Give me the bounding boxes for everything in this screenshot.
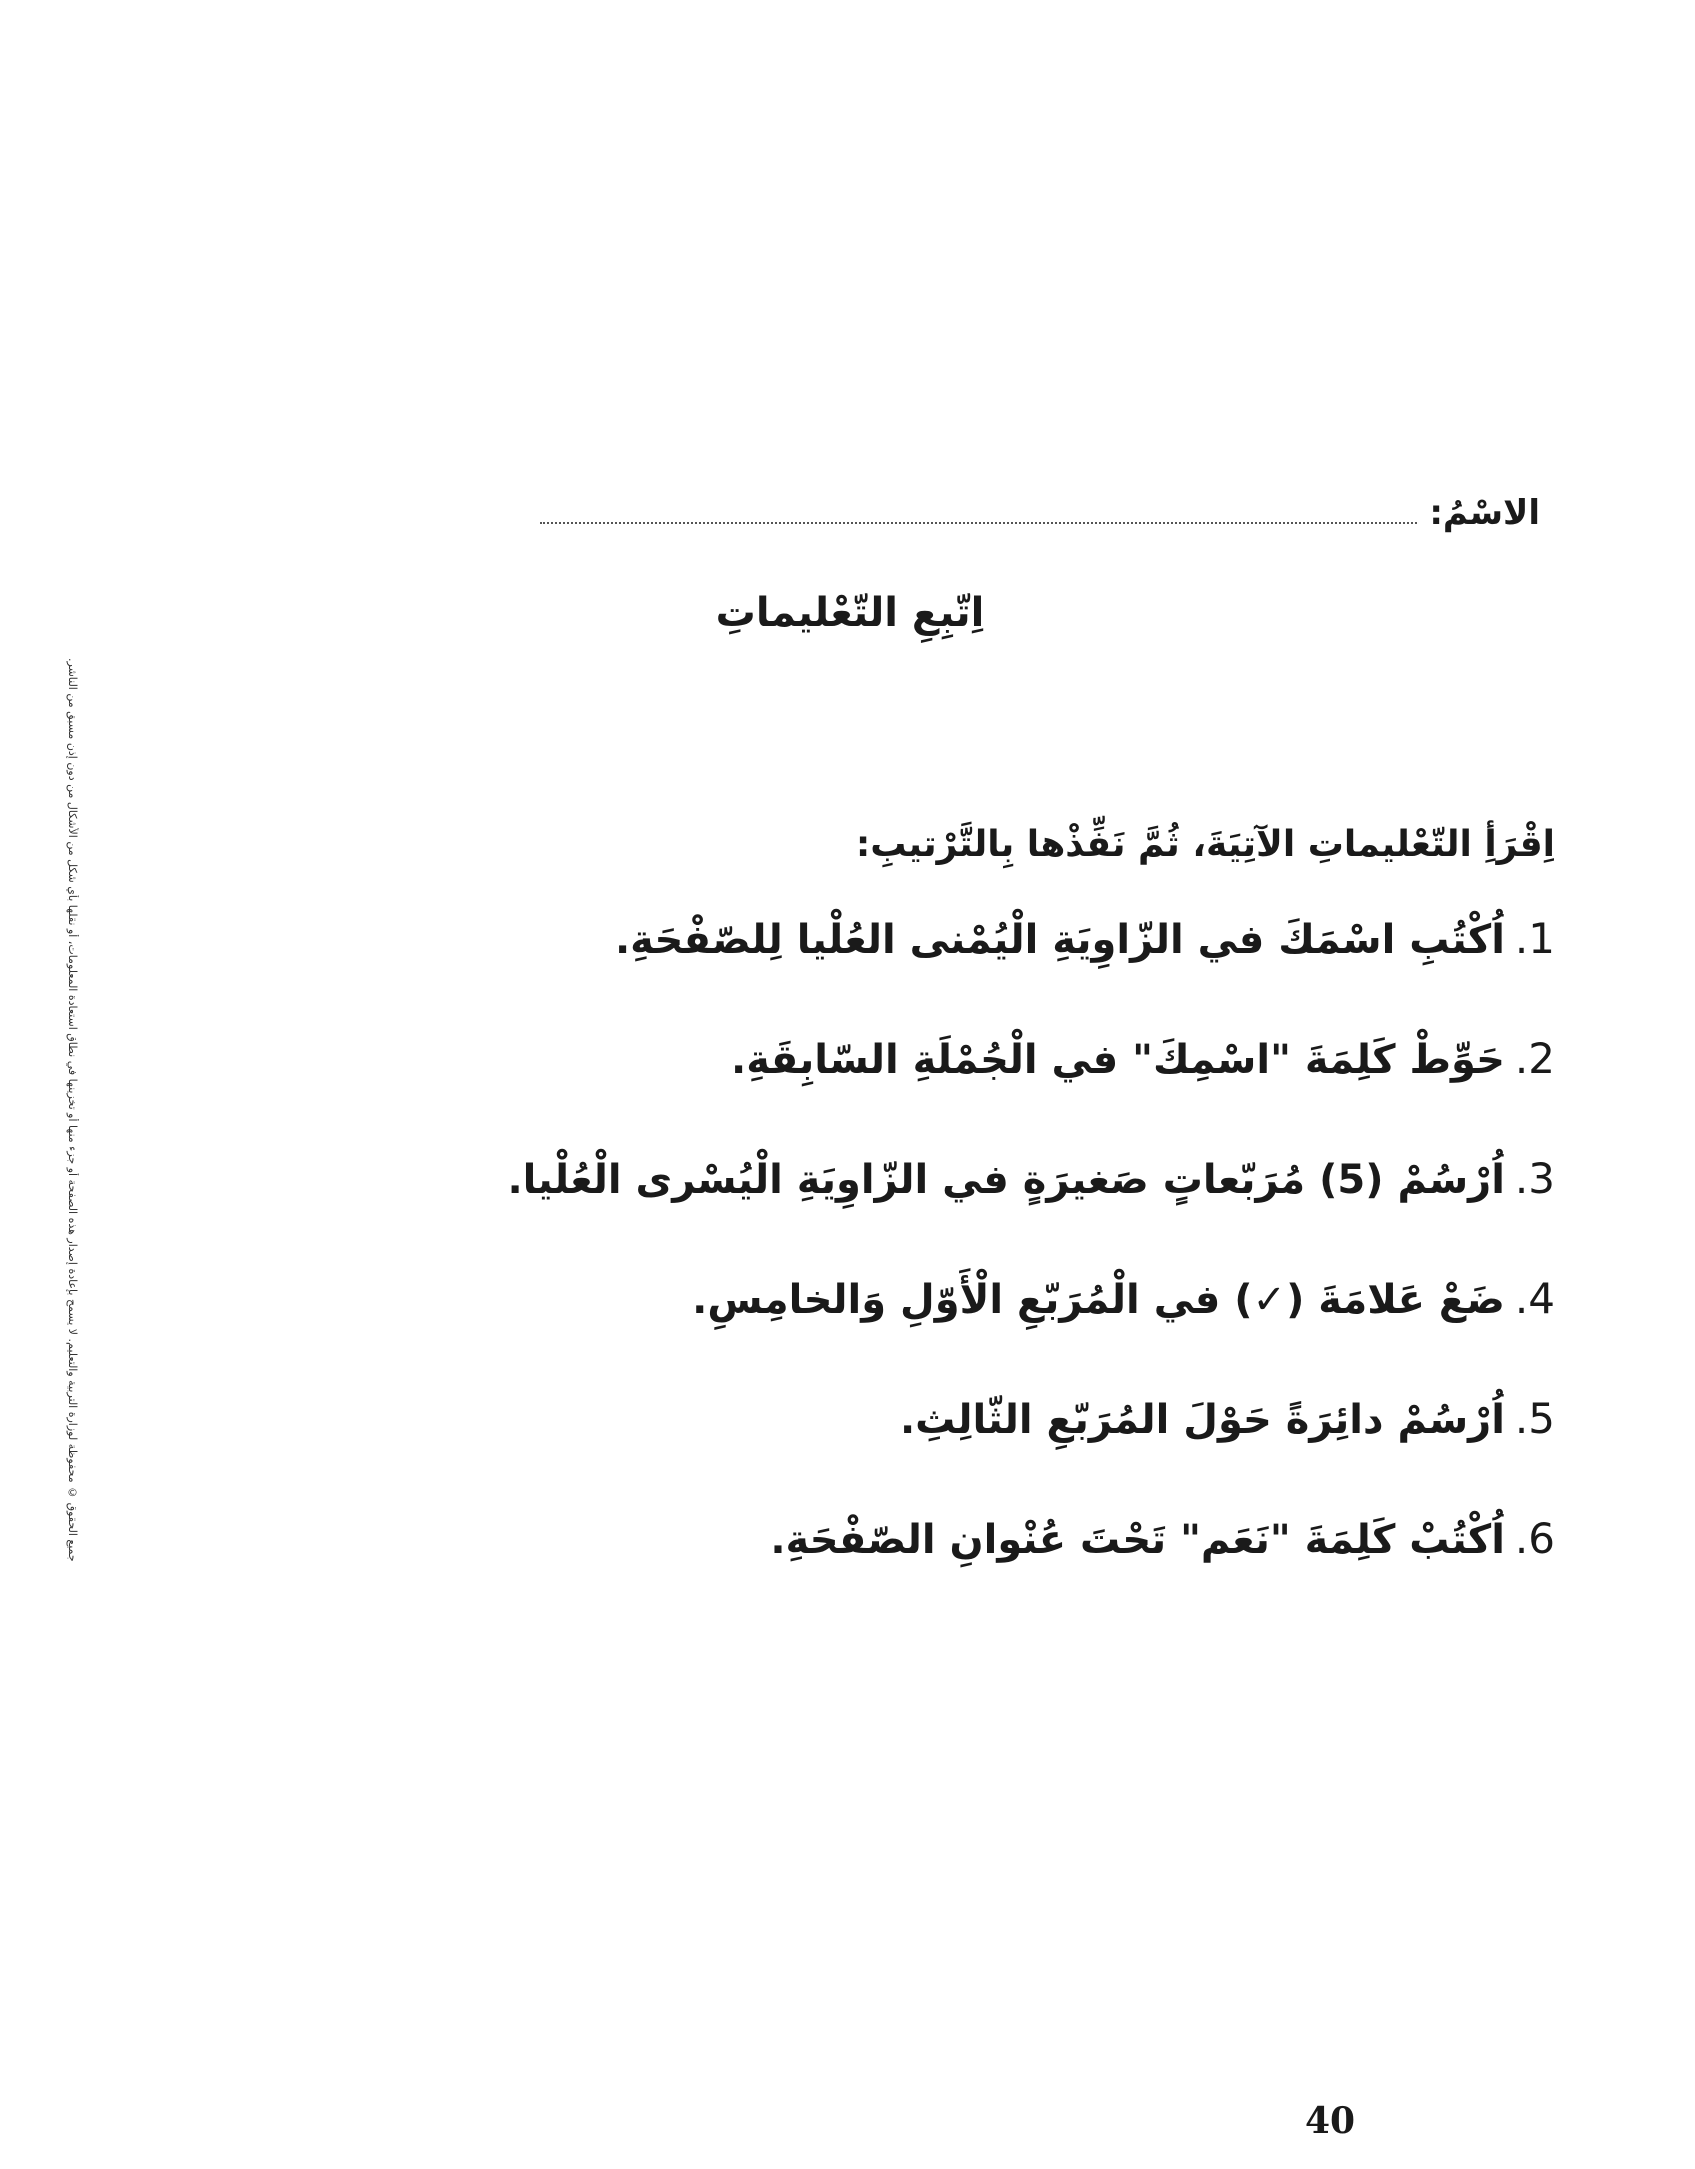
- step-number: 3.: [1514, 1154, 1555, 1204]
- instruction-step-1: [600, 914, 1555, 976]
- step-text: اُكْتُبْ كَلِمَةَ "نَعَم" تَحْتَ عُنْوانِ الصّفْحَةِ.: [770, 1517, 1505, 1564]
- step-number: 6.: [1514, 1514, 1555, 1564]
- instruction-step-4: [600, 1274, 1555, 1336]
- step-number: 4.: [1514, 1274, 1555, 1324]
- instructions-intro: اِقْرَأِ التّعْليماتِ الآتِيَةَ، ثُمَّ نَفِّذْها بِالتَّرْتيبِ:: [855, 824, 1555, 865]
- step-text: اُكْتُبِ اسْمَكَ في الزّاوِيَةِ الْيُمْنى العُلْيا لِلصّفْحَةِ.: [614, 917, 1505, 964]
- copyright-notice: جميع الحقوق © محفوظة لوزارة التربية والتعليم. لا يسمح بإعادة إصدار هذه الصفحة أو جزء منها أو تخزينها في نطاق استعادة المعلومات، أو نقلها بأي شكل من الأشكال من دون إذن مسبق من الناشر.: [66, 658, 79, 1562]
- name-dotted-line: [540, 522, 1417, 524]
- step-number: 5.: [1514, 1394, 1555, 1444]
- step-text: اُرْسُمْ (5) مُرَبّعاتٍ صَغيرَةٍ في الزّاوِيَةِ الْيُسْرى الْعُلْيا.: [507, 1157, 1505, 1204]
- page-number: 40: [1304, 2100, 1356, 2142]
- instruction-step-3: [507, 1154, 1555, 1216]
- step-text: ضَعْ عَلامَةَ (✓) في الْمُرَبّعِ الْأَوّلِ وَالخامِسِ.: [692, 1277, 1505, 1324]
- step-number: 2.: [1514, 1034, 1555, 1084]
- instructions-section: [507, 820, 1555, 1634]
- step-text: اُرْسُمْ دائِرَةً حَوْلَ المُرَبّعِ الثّالِثِ.: [899, 1397, 1505, 1444]
- instruction-step-5: [600, 1394, 1555, 1456]
- name-field-row: [540, 470, 1540, 533]
- name-label: الاسْمُ:: [1429, 493, 1540, 533]
- page-title: اِتّبِعِ التّعْليماتِ: [715, 590, 985, 636]
- step-number: 1.: [1514, 914, 1555, 964]
- instruction-step-2: [600, 1034, 1555, 1096]
- instruction-step-6: [600, 1514, 1555, 1576]
- step-text: حَوِّطْ كَلِمَةَ "اسْمِكَ" في الْجُمْلَةِ السّابِقَةِ.: [731, 1037, 1505, 1084]
